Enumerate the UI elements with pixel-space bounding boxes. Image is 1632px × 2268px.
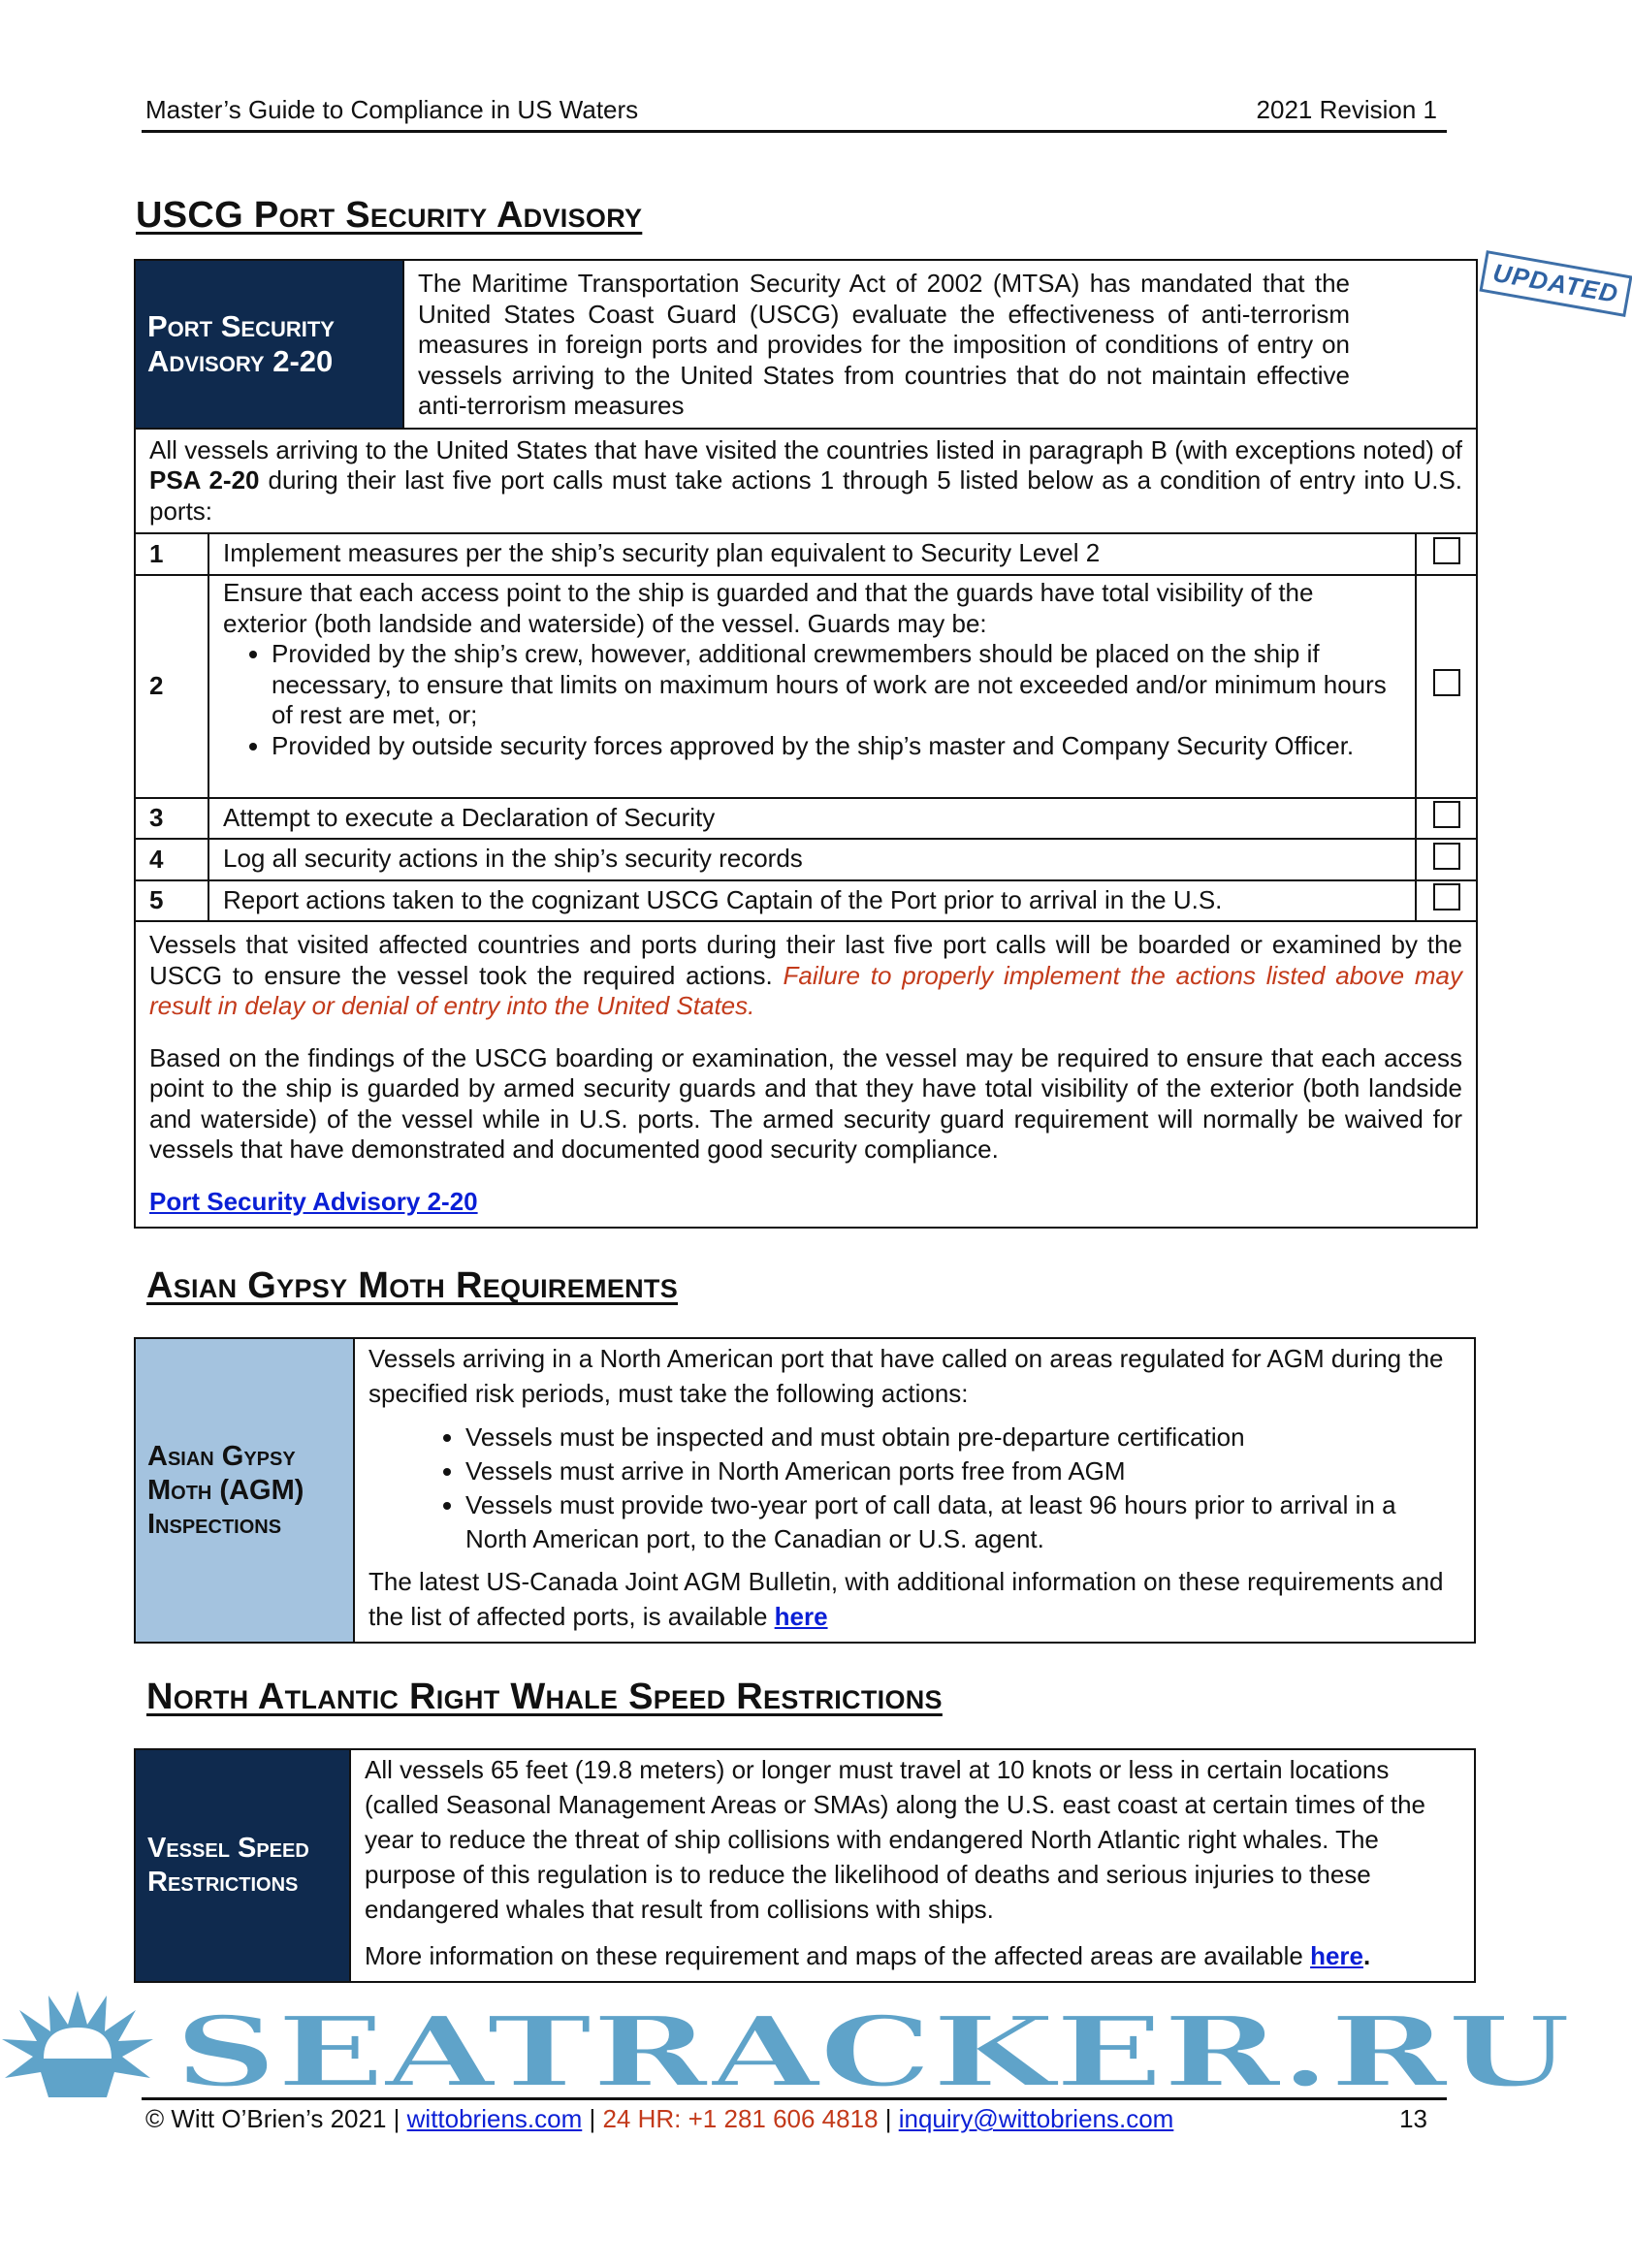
psa-intro: The Maritime Transportation Security Act of 2002 (MTSA) has mandated that the United States Coast Guard (USCG) evaluate the effectiveness of anti-terrorism measures in foreign ports and provides for the imposition of conditions of entry on vessels arriving to the United States from countries that do not maintain effective anti-terrorism measures [403,260,1477,429]
action-row [135,533,1477,575]
whale-side-label: Vessel Speed Restrictions [135,1749,350,1982]
hotline: 24 HR: +1 281 606 4818 [602,2104,879,2133]
action-number: 5 [135,880,208,921]
agm-section-title: Asian Gypsy Moth Requirements [146,1265,679,1306]
action-checkbox[interactable] [1433,537,1460,564]
page-footer [142,2097,1447,2139]
psa-condition [135,429,1477,534]
action-text: Report actions taken to the cognizant USCG Captain of the Port prior to arrival in the U.S. [208,880,1416,921]
page-number: 13 [1399,2104,1427,2133]
agm-side-label: Asian Gypsy Moth (AGM) Inspections [135,1338,354,1643]
action-number: 4 [135,839,208,880]
agm-content [354,1338,1475,1643]
action-number: 1 [135,533,208,575]
warning-text: Failure to properly implement the actions listed above may result in delay or denial of entry into the United States. [149,960,1463,1020]
psa-section-title: USCG Port Security Advisory [136,195,643,236]
agm-bulletin-text: The latest US-Canada Joint AGM Bulletin, with additional information on these requirements and the list of affected ports, is available [368,1567,1444,1631]
separator: | [582,2104,603,2133]
psa-details [135,921,1477,1228]
agm-intro: Vessels arriving in a North American port that have called on areas regulated for AGM during the specified risk periods, must take the following actions: [368,1344,1444,1408]
action-row [135,798,1477,839]
psa-block [134,257,1621,1229]
action-text-intro: Ensure that each access point to the ship is guarded and that the guards have total visibility of the exterior (both landside and waterside) of the vessel. Guards may be: [223,578,1314,638]
action-row [135,575,1477,798]
condition-text: during their last five port calls must take actions 1 through 5 listed below as a condition of entry into U.S. ports: [149,465,1463,526]
website-link[interactable]: wittobriens.com [406,2104,583,2133]
whale-table [134,1748,1476,1983]
psa-table [134,259,1478,1229]
psa-side-label: Port Security Advisory 2-20 [135,260,403,429]
agm-requirement: • Vessels must arrive in North American ports free from AGM [465,1454,1460,1488]
whale-section-title: North Atlantic Right Whale Speed Restrictions [146,1677,943,1717]
whale-content [350,1749,1475,1982]
psa-ref: PSA 2-20 [149,465,260,495]
action-row [135,839,1477,880]
action-number: 2 [135,575,208,798]
page-header [142,0,1447,133]
separator: | [878,2104,899,2133]
action-text: Log all security actions in the ship’s security records [208,839,1416,880]
document-title: Master’s Guide to Compliance in US Waters [145,95,639,124]
action-checkbox[interactable] [1433,843,1460,870]
updated-stamp: UPDATED [1479,250,1632,317]
watermark-text: SEATRACKER.RU [175,1995,1571,2109]
email-link[interactable]: inquiry@wittobriens.com [898,2104,1174,2133]
action-checkbox[interactable] [1433,801,1460,828]
action-row [135,880,1477,921]
sun-icon [2,1991,153,2097]
agm-requirement: • Vessels must be inspected and must obtain pre-departure certification [465,1421,1460,1454]
guard-option: • Provided by the ship’s crew, however, additional crewmembers should be placed on the ship if necessary, to ensure that limits on maximum hours of work are not exceeded and/or minimum hours of rest are met, or; [272,639,1401,731]
action-text [208,575,1416,798]
action-text: Implement measures per the ship’s security plan equivalent to Security Level 2 [208,533,1416,575]
boarding-paragraph [149,930,1462,1022]
main-content [134,193,1621,1983]
whale-text: All vessels 65 feet (19.8 meters) or longer must travel at 10 knots or less in certain locations (called Seasonal Management Areas or SMAs) along the U.S. east coast at certain times of the year to reduce the threat of ship collisions with endangered North Atlantic right whales. The purpose of this regulation is to reduce the likelihood of deaths and serious injuries to these endangered whales that result from collisions with ships. [365,1755,1426,1924]
agm-requirement: • Vessels must provide two-year port of call data, at least 96 hours prior to arrival in a North American port, to the Canadian or U.S. agent. [465,1488,1460,1556]
psa-link[interactable]: Port Security Advisory 2-20 [149,1186,478,1216]
action-checkbox[interactable] [1433,669,1460,696]
action-number: 3 [135,798,208,839]
footer [145,2104,1173,2134]
action-text: Attempt to execute a Declaration of Security [208,798,1416,839]
whale-info-link[interactable]: here [1310,1941,1364,1970]
boarding-text: Vessels that visited affected countries and ports during their last five port calls will be boarded or examined by the USCG to ensure the vessel took the required actions. [149,930,1463,990]
guard-option: • Provided by outside security forces approved by the ship’s master and Company Security Officer. [272,731,1401,762]
agm-bulletin-link[interactable]: here [774,1602,828,1631]
seatracker-watermark [0,1991,1604,2109]
whale-more-text: More information on these requirement and maps of the affected areas are available [365,1941,1311,1970]
condition-text: All vessels arriving to the United States that have visited the countries listed in paragraph B (with exceptions noted) of [149,434,1463,464]
agm-table [134,1337,1476,1644]
period: . [1363,1941,1371,1970]
revision-label: 2021 Revision 1 [1256,95,1437,124]
armed-guard-paragraph: Based on the findings of the USCG boarding or examination, the vessel may be required to ensure that each access point to the ship is guarded by armed security guards and that they have total visibility of the exterior (both landside and waterside) of the vessel while in U.S. ports. The armed security guard requirement will normally be waived for vessels that have demonstrated and documented good security compliance. [149,1042,1463,1164]
copyright: © Witt O’Brien’s 2021 | [145,2104,407,2133]
action-checkbox[interactable] [1433,883,1460,910]
